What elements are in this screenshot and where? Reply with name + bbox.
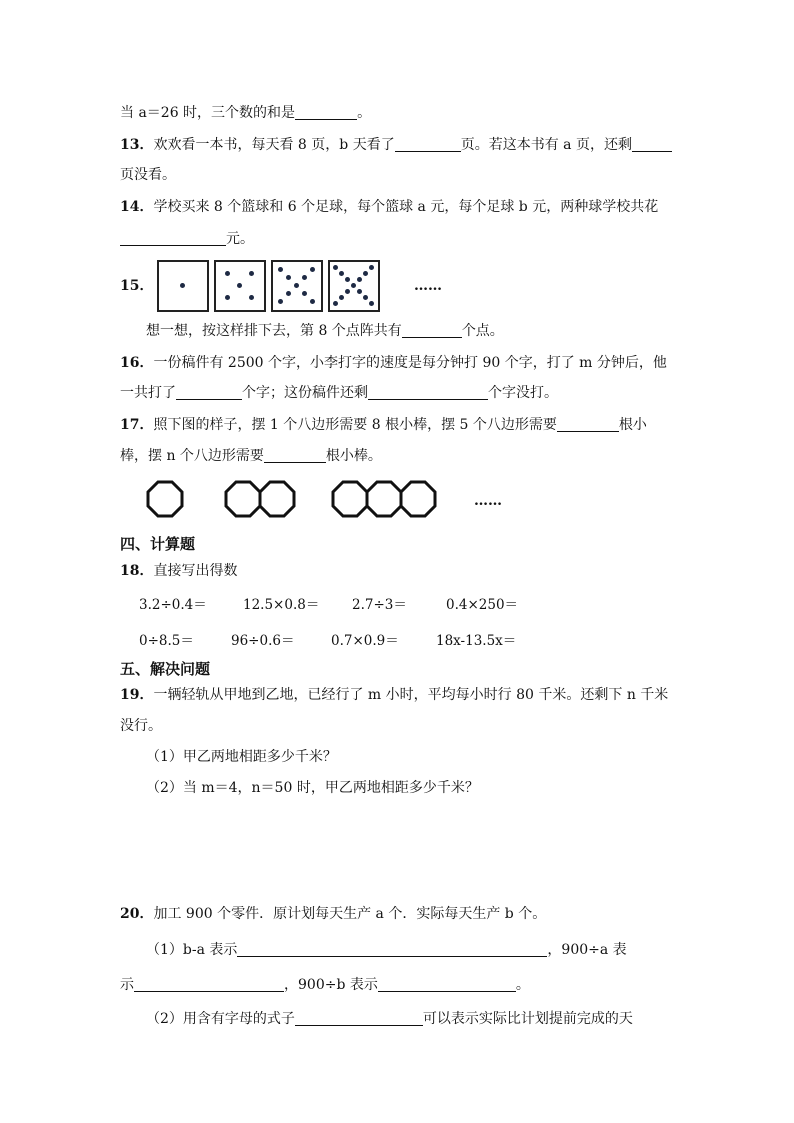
q17-blank-2[interactable] xyxy=(264,448,326,463)
octagon-shape xyxy=(148,482,182,516)
q14-blank[interactable] xyxy=(120,231,226,246)
q19-sub1: （1）甲乙两地相距多少千米？ xyxy=(146,749,337,765)
dot-pattern-2 xyxy=(214,260,266,312)
section-heading-calculation: 四、计算题 xyxy=(120,535,196,553)
dot xyxy=(286,275,291,280)
dot xyxy=(249,271,254,276)
dot xyxy=(225,271,230,276)
octagon-shape xyxy=(260,482,294,516)
dot xyxy=(310,299,315,304)
q16-blank-1[interactable] xyxy=(176,385,242,400)
calc-item: 3.2÷0.4＝ xyxy=(139,597,207,613)
q20-blank-1[interactable] xyxy=(237,942,547,957)
calc-item: 96÷0.6＝ xyxy=(231,633,295,649)
q16-blank-2[interactable] xyxy=(368,385,488,400)
dot xyxy=(333,301,338,306)
dot xyxy=(351,283,356,288)
dot xyxy=(310,267,315,272)
q19-line2: 没行。 xyxy=(120,718,162,734)
dot xyxy=(249,295,254,300)
octagon-shape xyxy=(401,482,435,516)
dot xyxy=(278,267,283,272)
q12-answer-blank[interactable] xyxy=(295,105,357,120)
calc-item: 2.7÷3＝ xyxy=(352,597,407,613)
q20-blank-2[interactable] xyxy=(134,977,284,992)
dot xyxy=(302,275,307,280)
q17-ellipsis: …… xyxy=(474,493,502,509)
q20-blank-4[interactable] xyxy=(295,1011,423,1026)
q12-line: 当 a＝26 时，三个数的和是 。 xyxy=(120,105,372,121)
calc-item: 0÷8.5＝ xyxy=(139,633,194,649)
octagon-shape xyxy=(367,482,401,516)
dot xyxy=(357,277,362,282)
q16-line1: 16．一份稿件有 2500 个字，小李打字的速度是每分钟打 90 个字，打了 m 分钟后，他 xyxy=(120,355,667,371)
q16-line2: 一共打了 个字；这份稿件还剩 个字没打。 xyxy=(120,385,558,401)
q15-line: 想一想，按这样排下去，第 8 个点阵共有 个点。 xyxy=(146,323,504,339)
q13-line1: 13．欢欢看一本书，每天看 8 页，b 天看了 页。若这本书有 a 页，还剩 xyxy=(120,136,672,154)
q15-number: 15． xyxy=(120,278,154,294)
dot xyxy=(286,291,291,296)
dot xyxy=(180,283,185,288)
q18-line: 18．直接写出得数 xyxy=(120,563,238,579)
q17-blank-1[interactable] xyxy=(557,417,619,432)
dot xyxy=(339,271,344,276)
calc-item: 12.5×0.8＝ xyxy=(243,597,320,613)
calc-item: 0.7×0.9＝ xyxy=(331,633,399,649)
q20-sub2: （2）用含有字母的式子 可以表示实际比计划提前完成的天 xyxy=(146,1011,633,1027)
dot xyxy=(363,271,368,276)
dot-pattern-4 xyxy=(328,260,380,312)
q14-line2: 元。 xyxy=(120,230,254,248)
section-heading-problems: 五、解决问题 xyxy=(120,660,211,678)
dot-pattern-3 xyxy=(271,260,323,312)
q14-line1: 14．学校买来 8 个篮球和 6 个足球，每个篮球 a 元，每个足球 b 元，两种球学校共花 xyxy=(120,199,659,215)
dot xyxy=(225,295,230,300)
dot xyxy=(294,283,299,288)
dot xyxy=(302,291,307,296)
dot-pattern-1 xyxy=(157,260,209,312)
q19-line1: 19．一辆轻轨从甲地到乙地，已经行了 m 小时，平均每小时行 80 千米。还剩下 n 千米 xyxy=(120,687,669,703)
octagon-shape xyxy=(226,482,260,516)
q20-line1: 20．加工 900 个零件．原计划每天生产 a 个．实际每天生产 b 个。 xyxy=(120,906,547,922)
octagon-figures xyxy=(140,474,470,530)
dot xyxy=(369,301,374,306)
q17-line1: 17．照下图的样子，摆 1 个八边形需要 8 根小棒，摆 5 个八边形需要 根小 xyxy=(120,417,647,433)
dot xyxy=(333,265,338,270)
dot xyxy=(278,299,283,304)
dot xyxy=(363,295,368,300)
dot xyxy=(345,289,350,294)
dot xyxy=(339,295,344,300)
dot xyxy=(369,265,374,270)
calc-item: 0.4×250＝ xyxy=(446,597,519,613)
q20-line3: 示 ，900÷b 表示 。 xyxy=(120,977,530,993)
q13-blank-2[interactable] xyxy=(632,137,672,152)
dot xyxy=(357,289,362,294)
dot xyxy=(345,277,350,282)
q15-blank[interactable] xyxy=(402,323,462,338)
q20-sub1: （1）b-a 表示 ，900÷a 表 xyxy=(146,942,627,958)
q19-sub2: （2）当 m＝4，n＝50 时，甲乙两地相距多少千米？ xyxy=(146,780,479,796)
q15-ellipsis: …… xyxy=(414,278,442,294)
dot xyxy=(237,283,242,288)
q20-blank-3[interactable] xyxy=(378,977,516,992)
q17-line2: 棒，摆 n 个八边形需要 根小棒。 xyxy=(120,448,382,464)
octagon-shape xyxy=(333,482,367,516)
calc-item: 18x-13.5x＝ xyxy=(436,633,517,649)
q13-line2: 页没看。 xyxy=(120,167,176,183)
q13-blank-1[interactable] xyxy=(395,137,461,152)
